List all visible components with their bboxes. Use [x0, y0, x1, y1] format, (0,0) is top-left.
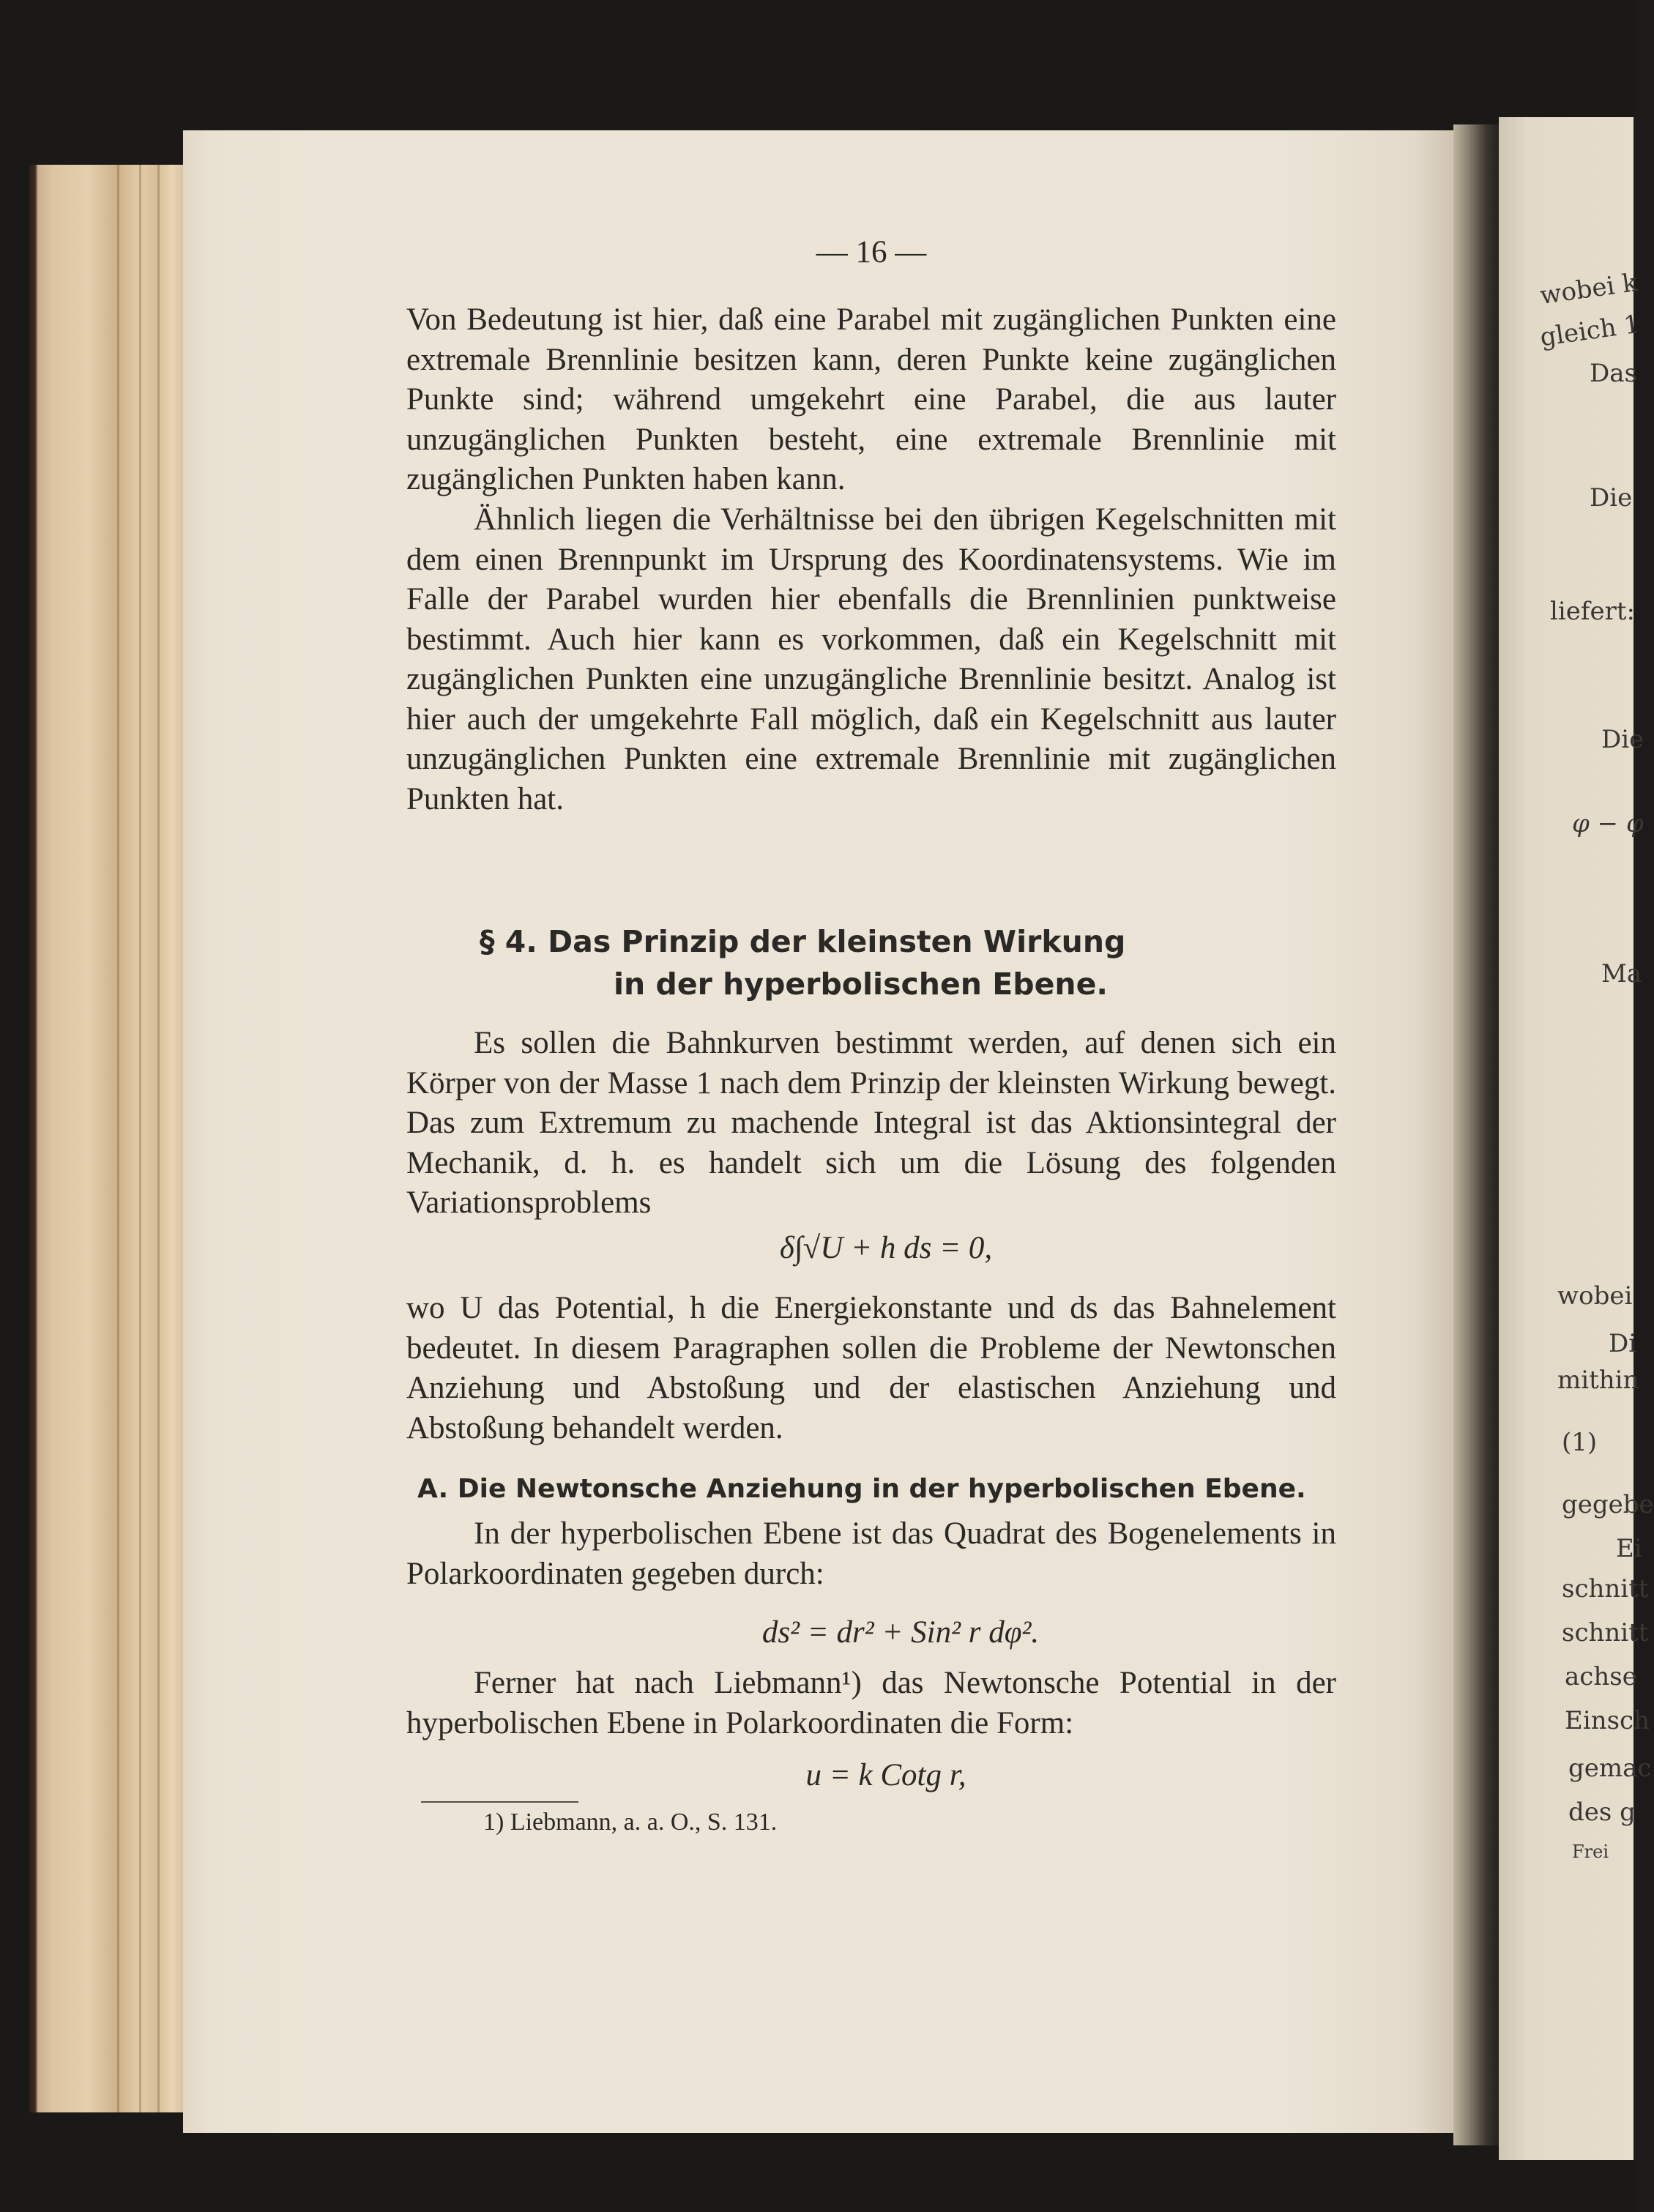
facing-fragment: wobei: [1557, 1281, 1633, 1311]
facing-fragment: Einsch: [1565, 1706, 1650, 1735]
facing-fragment: achse: [1565, 1662, 1637, 1691]
facing-fragment: liefert:: [1550, 597, 1635, 626]
formula-arc-element: ds² = dr² + Sin² r dφ².: [761, 1615, 1040, 1650]
facing-fragment: wobei k: [1538, 267, 1639, 311]
facing-fragment: des g: [1568, 1798, 1636, 1827]
formula-variation: δ∫√U + h ds = 0,: [779, 1231, 993, 1265]
paragraph: In der hyperbolischen Ebene ist das Quadrat des Bogenelements in Polarkoordinaten gegeben durch:: [406, 1516, 1336, 1591]
page-number: — 16 —: [816, 235, 927, 269]
facing-fragment: gleich 1: [1538, 309, 1642, 353]
facing-fragment: (1): [1562, 1428, 1598, 1457]
paragraph: Ferner hat nach Liebmann¹) das Newtonsche Potential in der hyperbolischen Ebene in Polarkoordinaten die Form:: [406, 1666, 1336, 1740]
facing-fragment: schnitt: [1562, 1618, 1649, 1647]
footnote-rule: [421, 1801, 578, 1803]
facing-fragment: Die: [1590, 483, 1633, 513]
footnote: 1) Liebmann, a. a. O., S. 131.: [483, 1809, 778, 1836]
facing-fragment: gemac: [1568, 1754, 1652, 1783]
facing-fragment: mithin: [1557, 1366, 1639, 1395]
facing-fragment: Das: [1590, 359, 1637, 388]
subsection-heading: A. Die Newtonsche Anziehung in der hyperbolischen Ebene.: [417, 1474, 1306, 1504]
formula-potential: u = k Cotg r,: [805, 1758, 966, 1792]
facing-fragment: φ − φ: [1572, 809, 1644, 838]
facing-page: [1499, 117, 1654, 2160]
facing-fragment: Ei: [1616, 1534, 1642, 1563]
paragraph: Von Bedeutung ist hier, daß eine Parabel mit zugänglichen Punkten eine extremale Brennlinie besitzen kann, deren Punkte keine zugänglichen Punkte sind; während umgekehrt eine Parabel, die aus lauter unzugänglichen Punkten besteht, eine extremale Brennlinie mit zugänglichen Punkten haben kann.: [406, 302, 1336, 496]
facing-fragment: gegebe: [1562, 1490, 1654, 1519]
facing-fragment: Di: [1609, 1329, 1637, 1358]
section-heading: § 4. Das Prinzip der kleinsten Wirkung: [480, 924, 1126, 959]
facing-fragment: Frei: [1572, 1842, 1609, 1862]
facing-fragment: Ma: [1601, 959, 1642, 988]
facing-fragment: schnitt: [1562, 1574, 1649, 1604]
section-heading: in der hyperbolischen Ebene.: [614, 967, 1108, 1002]
book-spine-gutter: [1453, 124, 1499, 2145]
facing-fragment: Die: [1601, 725, 1644, 754]
paragraph: wo U das Potential, h die Energiekonstante und ds das Bahnelement bedeutet. In diesem Paragraphen sollen die Probleme der Newtonschen Anziehung und Abstoßung und der elastischen Anziehung und Abstoßung behandelt werden.: [406, 1291, 1336, 1445]
page-stack-edge: [29, 165, 183, 2112]
paragraph: Ähnlich liegen die Verhältnisse bei den übrigen Kegelschnitten mit dem einen Brennpunkt im Ursprung des Koordinatensystems. Wie im Falle der Parabel wurden hier ebenfalls die Brennlinien punktweise bestimmt. Auch hier kann es vorkommen, daß ein Kegelschnitt mit zugänglichen Punkten eine unzugängliche Brennlinie besitzt. Analog ist hier auch der umgekehrte Fall möglich, daß ein Kegelschnitt aus lauter unzugänglichen Punkten eine extremale Brennlinie mit zugänglichen Punkten hat.: [406, 502, 1336, 816]
paragraph: Es sollen die Bahnkurven bestimmt werden, auf denen sich ein Körper von der Masse 1 nach dem Prinzip der kleinsten Wirkung bewegt. Das zum Extremum zu machende Integral ist das Aktionsintegral der Mechanik, d. h. es handelt sich um die Lösung des folgenden Variationsproblems: [406, 1026, 1336, 1220]
